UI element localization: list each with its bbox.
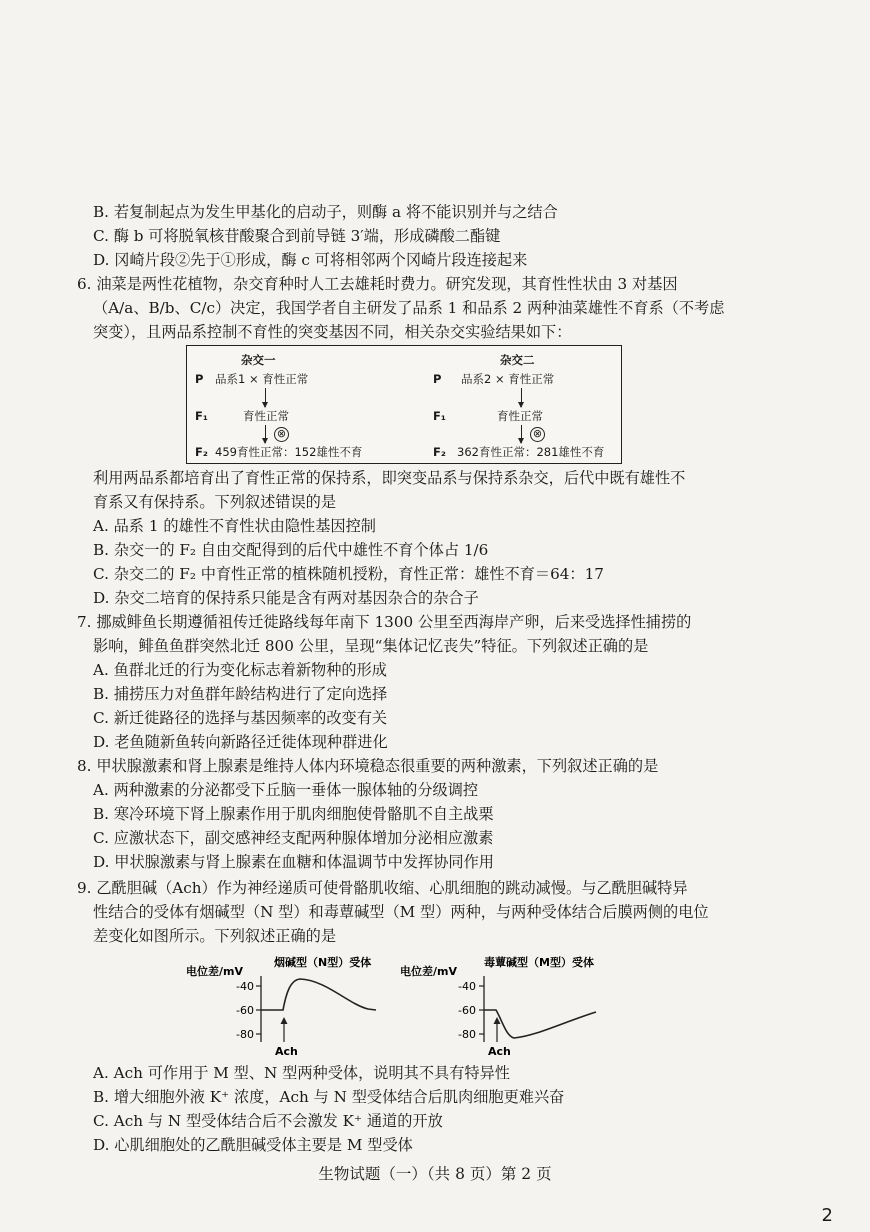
page-number: 2 xyxy=(821,1205,833,1226)
option-5b: B. 若复制起点为发生甲基化的启动子，则酶 a 将不能识别并与之结合 xyxy=(93,203,558,221)
m-receptor-graph xyxy=(400,955,596,1058)
option-8c: C. 应激状态下，副交感神经支配两种腺体增加分泌相应激素 xyxy=(93,829,494,847)
n-receptor-graph xyxy=(186,955,376,1058)
option-5d: D. 冈崎片段②先于①形成，酶 c 可将相邻两个冈崎片段连接起来 xyxy=(93,251,528,269)
option-7a: A. 鱼群北迁的行为变化标志着新物种的形成 xyxy=(93,661,387,679)
option-8a: A. 两种激素的分泌都受下丘脑一垂体一腺体轴的分级调控 xyxy=(93,781,479,799)
down-arrow-icon xyxy=(265,388,266,407)
option-6c: C. 杂交二的 F₂ 中育性正常的植株随机授粉，育性正常：雄性不育＝64：17 xyxy=(93,565,604,583)
m-ach-label: Ach xyxy=(488,1045,511,1058)
option-7c: C. 新迁徙路径的选择与基因频率的改变有关 xyxy=(93,709,388,727)
question-6-stem: 6. 油菜是两性花植物，杂交育种时人工去雄耗时费力。研究发现，其育性性状由 3 对基因 xyxy=(77,275,678,293)
down-arrow-icon xyxy=(265,425,266,443)
question-6-stem: （A/a、B/b、C/c）决定，我国学者自主研发了品系 1 和品系 2 两种油菜雄性不育系（不考虑 xyxy=(93,299,725,317)
cross-one-f2: 459育性正常：152雄性不育 xyxy=(215,445,363,459)
generation-f2-label: F₂ xyxy=(195,445,208,459)
m-tick-label: -40 xyxy=(458,980,476,993)
option-5c: C. 酶 b 可将脱氧核苷酸聚合到前导链 3′端，形成磷酸二酯键 xyxy=(93,227,501,245)
option-8d: D. 甲状腺激素与肾上腺素在血糖和体温调节中发挥协同作用 xyxy=(93,853,494,871)
cross-two-parents: 品系2 × 育性正常 xyxy=(461,372,555,386)
down-arrow-icon xyxy=(521,388,522,407)
n-graph-title: 烟碱型（N型）受体 xyxy=(274,956,372,969)
option-6d: D. 杂交二培育的保持系只能是含有两对基因杂合的杂合子 xyxy=(93,589,479,607)
m-graph-ylabel: 电位差/mV xyxy=(400,965,457,978)
page-footer: 生物试题（一）（共 8 页）第 2 页 xyxy=(318,1165,552,1183)
cross-two-f2: 362育性正常：281雄性不育 xyxy=(457,445,605,459)
m-graph-title: 毒蕈碱型（M型）受体 xyxy=(484,956,594,969)
option-7b: B. 捕捞压力对鱼群年龄结构进行了定向选择 xyxy=(93,685,388,703)
option-9b: B. 增大细胞外液 K⁺ 浓度，Ach 与 N 型受体结合后肌肉细胞更难兴奋 xyxy=(93,1088,565,1106)
option-6b: B. 杂交一的 F₂ 自由交配得到的后代中雄性不育个体占 1/6 xyxy=(93,541,489,559)
n-tick-label: -80 xyxy=(236,1028,254,1041)
question-9-stem: 9. 乙酰胆碱（Ach）作为神经递质可使骨骼肌收缩、心肌细胞的跳动减慢。与乙酰胆碱特异 xyxy=(77,879,688,897)
m-tick-label: -80 xyxy=(458,1028,476,1041)
n-tick-label: -60 xyxy=(236,1004,254,1017)
option-7d: D. 老鱼随新鱼转向新路径迁徙体现种群进化 xyxy=(93,733,388,751)
option-6a: A. 品系 1 的雄性不育性状由隐性基因控制 xyxy=(93,517,376,535)
membrane-potential-graphs xyxy=(186,952,626,1062)
question-6-stem: 利用两品系都培育出了育性正常的保持系，即突变品系与保持系杂交，后代中既有雄性不 xyxy=(93,469,686,487)
option-9c: C. Ach 与 N 型受体结合后不会激发 K⁺ 通道的开放 xyxy=(93,1112,443,1130)
question-8-stem: 8. 甲状腺激素和肾上腺素是维持人体内环境稳态很重要的两种激素，下列叙述正确的是 xyxy=(77,757,659,775)
option-9d: D. 心肌细胞处的乙酰胆碱受体主要是 M 型受体 xyxy=(93,1136,413,1154)
question-9-stem: 性结合的受体有烟碱型（N 型）和毒蕈碱型（M 型）两种，与两种受体结合后膜两侧的电位 xyxy=(93,903,709,921)
generation-f1-label: F₁ xyxy=(433,409,446,423)
m-potential-curve xyxy=(484,1010,596,1038)
m-tick-label: -60 xyxy=(458,1004,476,1017)
n-tick-label: -40 xyxy=(236,980,254,993)
selfing-icon: ⊗ xyxy=(274,427,289,442)
down-arrow-icon xyxy=(521,425,522,443)
n-potential-curve xyxy=(261,979,376,1010)
cross-two-title: 杂交二 xyxy=(500,353,535,367)
cross-two-f1: 育性正常 xyxy=(497,409,543,423)
cross-one-parents: 品系1 × 育性正常 xyxy=(215,372,309,386)
generation-f2-label: F₂ xyxy=(433,445,446,459)
generation-p-label: P xyxy=(433,372,442,386)
question-9-stem: 差变化如图所示。下列叙述正确的是 xyxy=(93,927,336,945)
question-6-stem: 突变），且两品系控制不育性的突变基因不同，相关杂交实验结果如下： xyxy=(93,323,572,341)
question-7-stem: 影响，鲱鱼鱼群突然北迁 800 公里，呈现“集体记忆丧失”特征。下列叙述正确的是 xyxy=(93,637,649,655)
question-6-stem: 育系又有保持系。下列叙述错误的是 xyxy=(93,493,336,511)
cross-one-title: 杂交一 xyxy=(241,353,276,367)
n-graph-ylabel: 电位差/mV xyxy=(186,965,243,978)
cross-diagram xyxy=(186,345,622,464)
generation-f1-label: F₁ xyxy=(195,409,208,423)
selfing-icon: ⊗ xyxy=(530,427,545,442)
option-8b: B. 寒冷环境下肾上腺素作用于肌肉细胞使骨骼肌不自主战栗 xyxy=(93,805,494,823)
question-7-stem: 7. 挪威鲱鱼长期遵循祖传迁徙路线每年南下 1300 公里至西海岸产卵，后来受选择性捕捞的 xyxy=(77,613,692,631)
cross-one-f1: 育性正常 xyxy=(243,409,289,423)
option-9a: A. Ach 可作用于 M 型、N 型两种受体，说明其不具有特异性 xyxy=(93,1064,510,1082)
generation-p-label: P xyxy=(195,372,204,386)
n-ach-label: Ach xyxy=(275,1045,298,1058)
arrow-head-icon xyxy=(281,1017,288,1024)
